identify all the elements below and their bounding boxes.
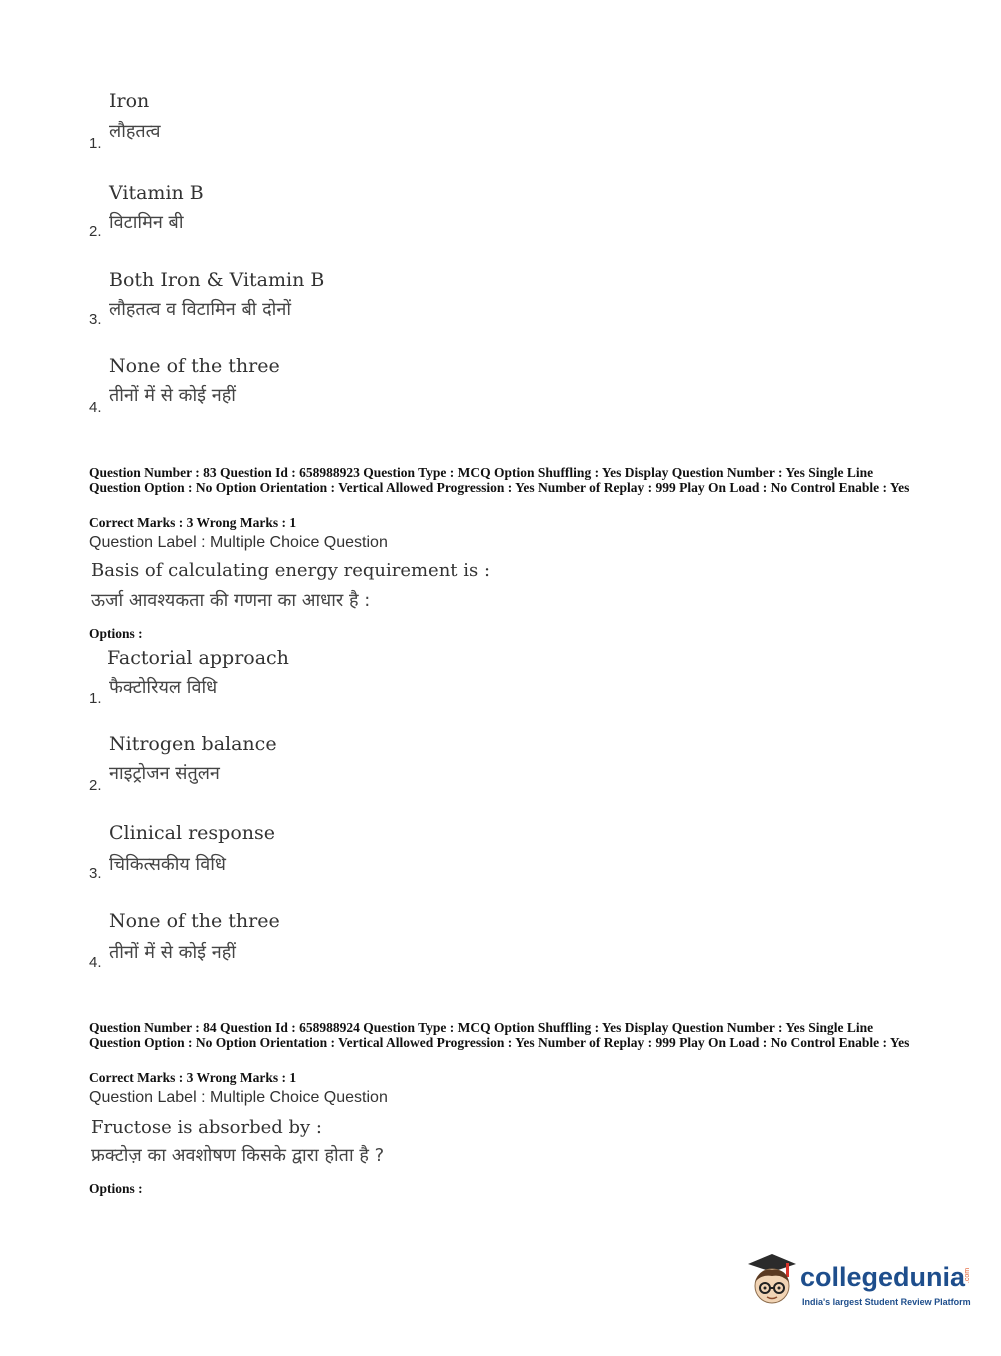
question-meta: Question Number : 83 Question Id : 658988923 Question Type : MCQ Option Shuffling : Yes Display Question Number : Yes Single Line Question Option : No Option Orientation : Vertical Allowed Progression : Yes Number of Replay : 999 Play On Load : No Control Enable : Yes bbox=[89, 465, 910, 495]
option-4-english: None of the three bbox=[109, 910, 280, 932]
option-1-number: 1. bbox=[89, 690, 102, 707]
option-2-english: Vitamin B bbox=[109, 182, 204, 204]
option-1-english: Factorial approach bbox=[107, 647, 289, 669]
question-text-english: Fructose is absorbed by : bbox=[91, 1117, 322, 1138]
option-4-number: 4. bbox=[89, 399, 102, 416]
question-marks: Correct Marks : 3 Wrong Marks : 1 bbox=[89, 1070, 297, 1085]
logo-tagline: India's largest Student Review Platform bbox=[802, 1297, 971, 1307]
question-marks: Correct Marks : 3 Wrong Marks : 1 bbox=[89, 515, 297, 530]
option-2-english: Nitrogen balance bbox=[109, 733, 277, 755]
student-mascot-icon bbox=[742, 1250, 804, 1312]
option-3-hindi: चिकित्सकीय विधि bbox=[109, 854, 226, 875]
logo-domain-suffix: .com bbox=[964, 1267, 972, 1284]
question-label: Question Label : Multiple Choice Question bbox=[89, 534, 388, 551]
option-3-english: Both Iron & Vitamin B bbox=[109, 269, 325, 291]
option-4-hindi: तीनों में से कोई नहीं bbox=[109, 385, 236, 406]
question-label: Question Label : Multiple Choice Question bbox=[89, 1089, 388, 1106]
option-1-english: Iron bbox=[109, 90, 150, 112]
option-2-hindi: नाइट्रोजन संतुलन bbox=[109, 763, 220, 784]
option-4-hindi: तीनों में से कोई नहीं bbox=[109, 942, 236, 963]
question-text-hindi: ऊर्जा आवश्यकता की गणना का आधार है : bbox=[91, 590, 371, 611]
question-meta: Question Number : 84 Question Id : 658988924 Question Type : MCQ Option Shuffling : Yes Display Question Number : Yes Single Line Question Option : No Option Orientation : Vertical Allowed Progression : Yes Number of Replay : 999 Play On Load : No Control Enable : Yes bbox=[89, 1020, 910, 1050]
option-1-hindi: लौहतत्व bbox=[109, 121, 161, 142]
option-3-english: Clinical response bbox=[109, 822, 275, 844]
question-text-hindi: फ्रक्टोज़ का अवशोषण किसके द्वारा होता है ? bbox=[91, 1145, 385, 1166]
option-4-english: None of the three bbox=[109, 355, 280, 377]
option-2-number: 2. bbox=[89, 223, 102, 240]
option-3-number: 3. bbox=[89, 865, 102, 882]
logo-wordmark: collegedunia bbox=[800, 1262, 966, 1292]
options-header: Options : bbox=[89, 1181, 143, 1196]
collegedunia-logo bbox=[742, 1250, 972, 1320]
option-3-hindi: लौहतत्व व विटामिन बी दोनों bbox=[109, 299, 291, 320]
options-header: Options : bbox=[89, 626, 143, 641]
option-3-number: 3. bbox=[89, 311, 102, 328]
option-2-number: 2. bbox=[89, 777, 102, 794]
option-1-hindi: फैक्टोरियल विधि bbox=[109, 677, 218, 698]
question-text-english: Basis of calculating energy requirement is : bbox=[91, 560, 491, 581]
option-2-hindi: विटामिन बी bbox=[109, 212, 184, 233]
option-1-number: 1. bbox=[89, 135, 102, 152]
option-4-number: 4. bbox=[89, 954, 102, 971]
